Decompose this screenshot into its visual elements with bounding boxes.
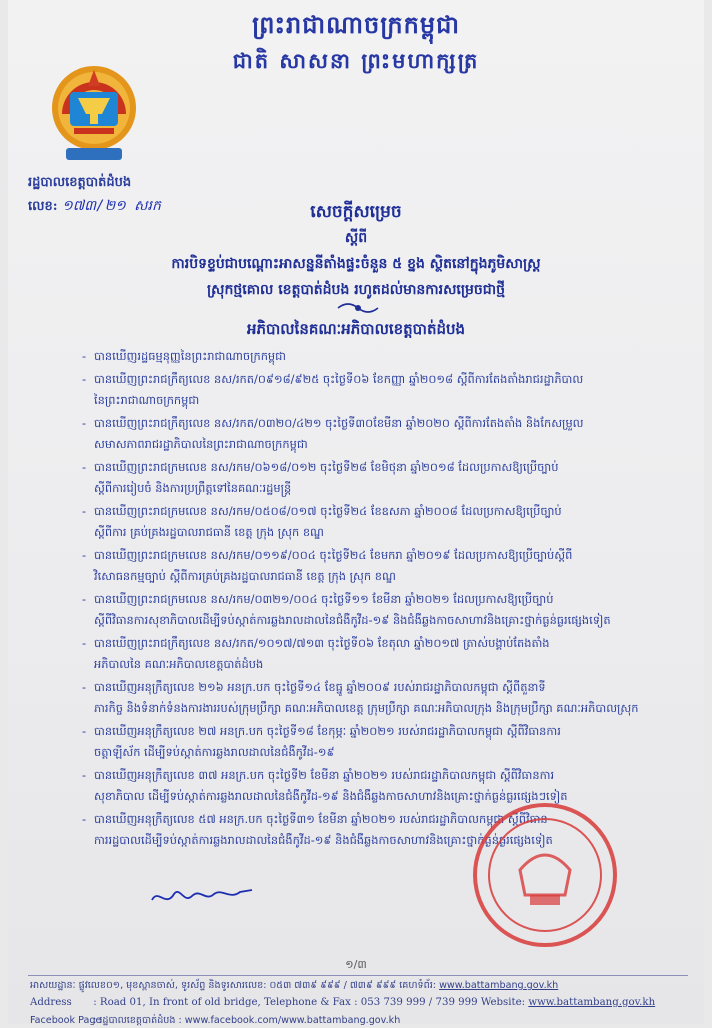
address-label: Address: [30, 997, 72, 1008]
official-seal-stamp: [470, 800, 620, 950]
signature: [148, 882, 258, 912]
consideration-line-1: - បានឃើញព្រះរាជក្រមលេខ នស/រកម/០៦១៨/០១២ ចុះថ្ងៃទី២៨ ខែមិថុនា ឆ្នាំ២០១៨ ដែលប្រកាសឱ្យប្រើច្បាប់: [82, 460, 559, 474]
consideration-item: [82, 677, 652, 719]
battambang-emblem-icon: [48, 64, 140, 168]
facebook-text[interactable]: : រដ្ឋបាលខេត្តបាត់ដំបង : www.facebook.com/www.battambang.gov.kh: [93, 1015, 401, 1026]
subject-line-2: ស្រុកថ្មគោល ខេត្តបាត់ដំបង រហូតដល់មានការសម្រេចជាថ្មី: [206, 282, 506, 298]
consideration-item: [82, 369, 652, 411]
consideration-line-2: សុខាភិបាល ដើម្បីទប់ស្កាត់ការឆ្លងរាលដាលនៃជំងឺកូវីដ-១៩ និងជំងឺឆ្លងកាចសាហាវនិងគ្រោះថ្នាក់ធ្ងន់ធ្ងរផ្សេងៗទៀត: [94, 789, 568, 803]
consideration-line-1: - បានឃើញព្រះរាជក្រឹត្យលេខ នស/រកត/០៩១៨/៩២៥ ចុះថ្ងៃទី០៦ ខែកញ្ញា ឆ្នាំ២០១៨ ស្តីពីការតែងតាំងរាជរដ្ឋាភិបាល: [82, 372, 584, 386]
about-label: ស្តីពី: [344, 230, 368, 246]
consideration-text: បានឃើញអនុក្រឹត្យលេខ ៣៧ អនក្រ.បក ចុះថ្ងៃទី២ ខែមីនា ឆ្នាំ២០២១ របស់រាជរដ្ឋាភិបាលកម្ពុជា ស្តីពីវិធានការ: [94, 768, 555, 782]
consideration-item: [82, 457, 652, 499]
facebook-label: Facebook Page: [30, 1015, 102, 1026]
consideration-line-1: - បានឃើញអនុក្រឹត្យលេខ ៥៧ អនក្រ.បក ចុះថ្ងៃទី៣១ ខែមីនា ឆ្នាំ២០២១ របស់រាជរដ្ឋាភិបាលកម្ពុជា ស្តីពីវិធាន: [82, 812, 548, 826]
consideration-text: បានឃើញព្រះរាជក្រឹត្យលេខ នស/រកត/១០១៧/៧១៣ ចុះថ្ងៃទី០៦ ខែតុលា ឆ្នាំ២០១៧ ត្រាស់បង្គាប់តែងតាំង: [94, 636, 550, 650]
consideration-line-1: - បានឃើញអនុក្រឹត្យលេខ ២១៦ អនក្រ.បក ចុះថ្ងៃទី១៤ ខែធ្នូ ឆ្នាំ២០០៩ របស់រាជរដ្ឋាភិបាលកម្ពុជា ស្តីពីតួនាទី: [82, 680, 546, 694]
website-link[interactable]: www.battambang.gov.kh: [528, 997, 656, 1008]
consideration-text: បានឃើញរដ្ឋធម្មនុញ្ញនៃព្រះរាជាណាចក្រកម្ពុជា: [94, 349, 286, 363]
consideration-text: បានឃើញព្រះរាជក្រមលេខ នស/រកម/០១១៩/០០៤ ចុះថ្ងៃទី២៤ ខែមករា ឆ្នាំ២០១៩ ដែលប្រកាសឱ្យប្រើច្បាប់ស្តីពី: [94, 548, 573, 562]
consideration-line-1: - បានឃើញព្រះរាជក្រមលេខ នស/រកម/០៥០៨/០១៧ ចុះថ្ងៃទី២៤ ខែឧសភា ឆ្នាំ២០០៨ ដែលប្រកាសឱ្យប្រើច្បាប់: [82, 504, 562, 518]
consideration-line-1: - បានឃើញអនុក្រឹត្យលេខ ៣៧ អនក្រ.បក ចុះថ្ងៃទី២ ខែមីនា ឆ្នាំ២០២១ របស់រាជរដ្ឋាភិបាលកម្ពុជា ស្តីពីវិធានការ: [82, 768, 555, 782]
consideration-line-1: - បានឃើញរដ្ឋធម្មនុញ្ញនៃព្រះរាជាណាចក្រកម្ពុជា: [82, 349, 286, 363]
footer-khmer-address: [30, 979, 558, 993]
consideration-line-2: វិសោធនកម្មច្បាប់ ស្តីពីការគ្រប់គ្រងរដ្ឋបាលរាជធានី ខេត្ត ក្រុង ស្រុក ខណ្ឌ: [94, 569, 396, 583]
consideration-line-1: - បានឃើញអនុក្រឹត្យលេខ ២៧ អនក្រ.បក ចុះថ្ងៃទី១៨ ខែកុម្ភៈ ឆ្នាំ២០២១ របស់រាជរដ្ឋាភិបាលកម្ពុជា ស្តីពីវិធានការ: [82, 724, 561, 738]
document-type: សេចក្តីសម្រេច: [310, 202, 402, 222]
consideration-line-1: - បានឃើញព្រះរាជក្រឹត្យលេខ នស/រកត/០៣២០/៤២១ ចុះថ្ងៃទី៣០ខែមីនា ឆ្នាំ២០២០ ស្តីពីការតែងតាំង និងកែសម្រួល: [82, 416, 584, 430]
consideration-line-2: អភិបាលនៃ គណៈអភិបាលខេត្តបាត់ដំបង: [94, 657, 264, 671]
consideration-text: បានឃើញព្រះរាជក្រមលេខ នស/រកម/០៦១៨/០១២ ចុះថ្ងៃទី២៨ ខែមិថុនា ឆ្នាំ២០១៨ ដែលប្រកាសឱ្យប្រើច្បាប់: [94, 460, 559, 474]
consideration-line-2: ភារកិច្ច និងទំនាក់ទំនងការងាររបស់ក្រុមប្រឹក្សា គណៈអភិបាលខេត្ត ក្រុមប្រឹក្សា គណៈអភិបាលក្រុង និងក្រុមប្រឹក្សា គណៈអភិបាលស្រុក: [94, 701, 639, 715]
consideration-text: បានឃើញព្រះរាជក្រឹត្យលេខ នស/រកត/០៣២០/៤២១ ចុះថ្ងៃទី៣០ខែមីនា ឆ្នាំ២០២០ ស្តីពីការតែងតាំង និងកែសម្រួល: [94, 416, 584, 430]
page-number: ១/៣: [345, 958, 367, 971]
footer-khmer-text: អាសយដ្ឋានៈ ផ្លូវលេខ០១, មុខស្ពានចាស់, ទូរស័ព្ទ និងទូរសារលេខ: ០៥៣ ៧៣៩ ៩៩៩ / ៧៣៩ ៩៩៩ គេហទំព័រ:: [30, 980, 436, 991]
consideration-item: [82, 413, 652, 455]
consideration-item: [82, 589, 652, 631]
reference-value: ១៧៣/២១ សរក: [62, 198, 161, 214]
consideration-item: [82, 633, 652, 675]
consideration-text: បានឃើញអនុក្រឹត្យលេខ ២៧ អនក្រ.បក ចុះថ្ងៃទី១៨ ខែកុម្ភៈ ឆ្នាំ២០២១ របស់រាជរដ្ឋាភិបាលកម្ពុជា ស្តីពីវិធានការ: [94, 724, 561, 738]
consideration-item: [82, 721, 652, 763]
consideration-line-1: - បានឃើញព្រះរាជក្រមលេខ នស/រកម/០៣២១/០០៤ ចុះថ្ងៃទី១១ ខែមីនា ឆ្នាំ២០២១ ដែលប្រកាសឱ្យប្រើច្បាប់: [82, 592, 554, 606]
consideration-line-1: - បានឃើញព្រះរាជក្រឹត្យលេខ នស/រកត/១០១៧/៧១៣ ចុះថ្ងៃទី០៦ ខែតុលា ឆ្នាំ២០១៧ ត្រាស់បង្គាប់តែងតាំង: [82, 636, 550, 650]
consideration-line-2: នៃព្រះរាជាណាចក្រកម្ពុជា: [94, 393, 200, 407]
kingdom-title: ព្រះរាជាណាចក្រកម្ពុជា: [252, 10, 460, 39]
national-motto: ជាតិ សាសនា ព្រះមហាក្សត្រ: [232, 48, 480, 73]
reference-label: លេខ:: [28, 199, 58, 214]
footer-website-khmer-link[interactable]: www.battambang.gov.kh: [439, 980, 559, 991]
ornament-icon: [336, 300, 380, 316]
consideration-text: បានឃើញព្រះរាជក្រមលេខ នស/រកម/០៣២១/០០៤ ចុះថ្ងៃទី១១ ខែមីនា ឆ្នាំ២០២១ ដែលប្រកាសឱ្យប្រើច្បាប់: [94, 592, 554, 606]
consideration-line-2: ស្តីពីវិធានការសុខាភិបាលដើម្បីទប់ស្កាត់ការឆ្លងរាលដាលនៃជំងឺកូវីដ-១៩ និងជំងឺឆ្លងកាចសាហាវនិងគ្រោះថ្នាក់ធ្ងន់ធ្ងរផ្សេងទៀត: [94, 613, 611, 627]
consideration-line-1: - បានឃើញព្រះរាជក្រមលេខ នស/រកម/០១១៩/០០៤ ចុះថ្ងៃទី២៤ ខែមករា ឆ្នាំ២០១៩ ដែលប្រកាសឱ្យប្រើច្បាប់ស្តីពី: [82, 548, 573, 562]
consideration-line-2: សមាសភាពរាជរដ្ឋាភិបាលនៃព្រះរាជាណាចក្រកម្ពុជា: [94, 437, 308, 451]
consideration-text: បានឃើញអនុក្រឹត្យលេខ ៥៧ អនក្រ.បក ចុះថ្ងៃទី៣១ ខែមីនា ឆ្នាំ២០២១ របស់រាជរដ្ឋាភិបាលកម្ពុជា ស្តីពីវិធាន: [94, 812, 548, 826]
issuer-name: រដ្ឋបាលខេត្តបាត់ដំបង: [28, 175, 132, 190]
consideration-line-2: ស្តីពីការរៀបចំ និងការប្រព្រឹត្តទៅនៃគណៈរដ្ឋមន្ត្រី: [94, 481, 292, 495]
address-text: : Road 01, In front of old bridge, Telephone & Fax : 053 739 999 / 739 999: [93, 997, 478, 1008]
consideration-item: [82, 501, 652, 543]
considerations-list: [82, 346, 652, 853]
footer-divider: [28, 975, 688, 976]
authority-heading: អភិបាលនៃគណៈអភិបាលខេត្តបាត់ដំបង: [246, 320, 466, 338]
consideration-text: បានឃើញព្រះរាជក្រឹត្យលេខ នស/រកត/០៩១៨/៩២៥ ចុះថ្ងៃទី០៦ ខែកញ្ញា ឆ្នាំ២០១៨ ស្តីពីការតែងតាំងរាជរដ្ឋាភិបាល: [94, 372, 584, 386]
consideration-text: បានឃើញព្រះរាជក្រមលេខ នស/រកម/០៥០៨/០១៧ ចុះថ្ងៃទី២៤ ខែឧសភា ឆ្នាំ២០០៨ ដែលប្រកាសឱ្យប្រើច្បាប់: [94, 504, 562, 518]
consideration-line-2: ការរដ្ឋបាលដើម្បីទប់ស្កាត់ការឆ្លងរាលដាលនៃជំងឺកូវីដ-១៩ និងជំងឺឆ្លងកាចសាហាវនិងគ្រោះថ្នាក់ធ្ងន់ធ្ងរផ្សេងទៀត: [94, 833, 553, 847]
footer-facebook: [30, 1014, 400, 1028]
footer-english-address: [30, 997, 655, 1008]
consideration-line-2: ចត្តាឡីស័ក ដើម្បីទប់ស្កាត់ការឆ្លងរាលដាលនៃជំងឺកូវីដ-១៩: [94, 745, 335, 759]
consideration-text: បានឃើញអនុក្រឹត្យលេខ ២១៦ អនក្រ.បក ចុះថ្ងៃទី១៤ ខែធ្នូ ឆ្នាំ២០០៩ របស់រាជរដ្ឋាភិបាលកម្ពុជា ស្តីពីតួនាទី: [94, 680, 546, 694]
website-label: Website:: [480, 997, 526, 1008]
consideration-item: [82, 346, 652, 367]
consideration-line-2: ស្តីពីការ គ្រប់គ្រងរដ្ឋបាលរាជធានី ខេត្ត ក្រុង ស្រុក ខណ្ឌ: [94, 525, 324, 539]
consideration-item: [82, 545, 652, 587]
subject-line-1: ការបិទខ្ទប់ជាបណ្តោះអាសន្ននីតាំងផ្ទះចំនួន ៥ ខ្នង ស្ថិតនៅក្នុងភូមិសាស្រ្ត: [171, 256, 541, 272]
